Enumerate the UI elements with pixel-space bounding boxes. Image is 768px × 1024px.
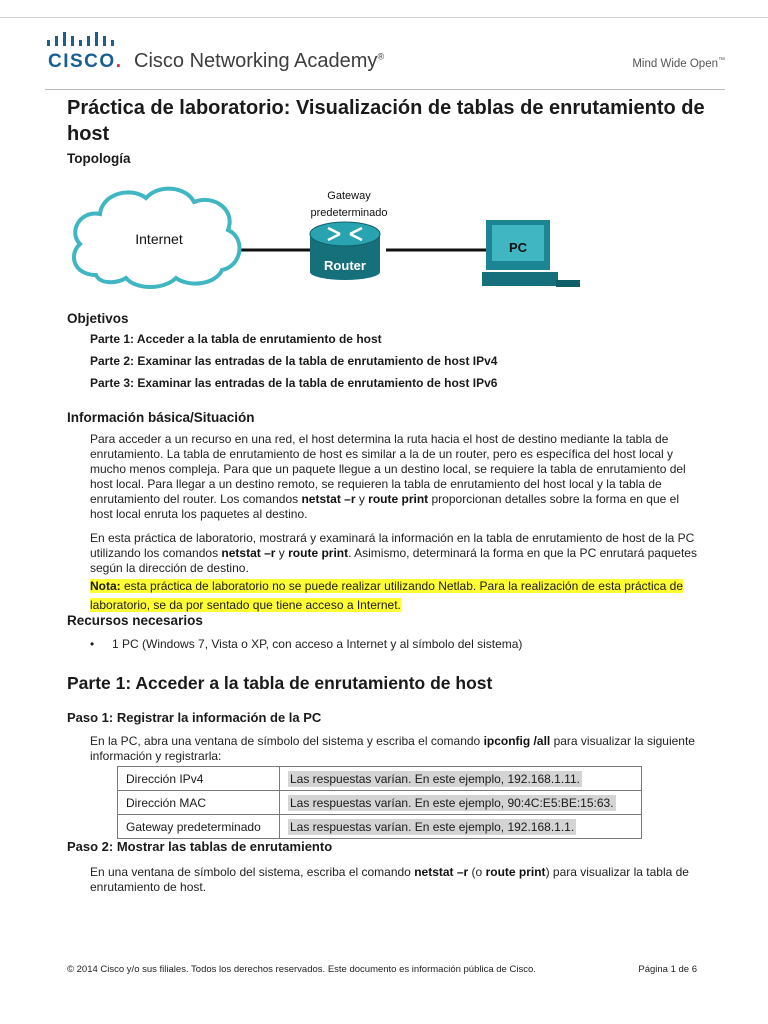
table-row	[118, 791, 642, 815]
objective-part-3: Parte 3: Examinar las entradas de la tabla de enrutamiento de host IPv6	[90, 376, 498, 390]
pc-icon	[482, 220, 580, 287]
background-paragraph-2: En esta práctica de laboratorio, mostrará y examinará la información en la tabla de enrutamiento de host de la PC utilizando los comandos netstat –r y route print. Asimismo, determinará la forma en que la PC enrutará paquetes según la dirección de destino.	[90, 531, 697, 575]
step1-heading: Paso 1: Registrar la información de la PC	[67, 710, 322, 725]
netlab-note: Nota: esta práctica de laboratorio no se puede realizar utilizando Netlab. Para la realización de esta práctica de laboratorio, se da por sentado que tiene acceso a Internet.	[90, 579, 684, 612]
table-cell-label: Gateway predeterminado	[118, 815, 280, 839]
table-row	[118, 767, 642, 791]
step1-paragraph: En la PC, abra una ventana de símbolo del sistema y escriba el comando ipconfig /all para visualizar la siguiente información y registrarla:	[90, 734, 695, 763]
table-cell-label: Dirección IPv4	[118, 767, 280, 791]
cisco-wordmark: CISCO.	[48, 51, 123, 72]
pc-label: PC	[508, 240, 528, 255]
page-number: Página 1 de 6	[638, 964, 697, 975]
step2-heading: Paso 2: Mostrar las tablas de enrutamiento	[67, 839, 333, 854]
copyright-text: © 2014 Cisco y/o sus filiales. Todos los derechos reservados. Este documento es información pública de Cisco.	[67, 964, 536, 975]
academy-title: Cisco Networking Academy®	[134, 50, 385, 72]
background-paragraph-1: Para acceder a un recurso en una red, el host determina la ruta hacia el host de destino mediante la tabla de enrutamiento. La tabla de enrutamiento de host es similar a la de un router, pero es específica del host local y mucho menos compleja. Para que un paquete llegue a un destino local, se requiere la tabla de enrutamiento del host local. Para llegar a un destino remoto, se requieren la tabla de enrutamiento del host local y la tabla de enrutamiento del router. Los comandos netstat –r y route print proporcionan detalles sobre la forma en que el host local enruta los paquetes al destino.	[90, 432, 686, 521]
topology-heading: Topología	[67, 151, 131, 166]
background-heading: Información básica/Situación	[67, 410, 255, 425]
cisco-bridge-logo-icon	[45, 30, 115, 50]
router-label: Router	[324, 258, 366, 273]
list-item: • 1 PC (Windows 7, Vista o XP, con acceso a Internet y al símbolo del sistema)	[90, 637, 523, 651]
pc-info-table	[117, 766, 642, 839]
page-header	[45, 28, 725, 88]
page-footer	[67, 964, 697, 975]
part1-heading: Parte 1: Acceder a la tabla de enrutamiento de host	[67, 673, 493, 693]
topology-diagram	[66, 180, 586, 302]
header-rule	[45, 89, 725, 90]
table-cell-value: Las respuestas varían. En este ejemplo, 90:4C:E5:BE:15:63.	[280, 791, 642, 815]
objectives-heading: Objetivos	[67, 311, 129, 326]
gateway-label-line2: predeterminado	[310, 207, 388, 219]
table-cell-label: Dirección MAC	[118, 791, 280, 815]
gateway-label-line1: Gateway	[327, 190, 371, 202]
objective-part-1: Parte 1: Acceder a la tabla de enrutamiento de host	[90, 332, 382, 346]
top-rule	[0, 17, 768, 18]
tagline: Mind Wide Open™	[632, 57, 725, 70]
document-title: Práctica de laboratorio: Visualización de tablas de enrutamiento de host	[67, 97, 705, 145]
table-cell-value: Las respuestas varían. En este ejemplo, 192.168.1.11.	[280, 767, 642, 791]
resources-heading: Recursos necesarios	[67, 613, 203, 628]
objective-part-2: Parte 2: Examinar las entradas de la tabla de enrutamiento de host IPv4	[90, 354, 498, 368]
table-cell-value: Las respuestas varían. En este ejemplo, 192.168.1.1.	[280, 815, 642, 839]
cloud-label: Internet	[135, 231, 183, 247]
table-row	[118, 815, 642, 839]
step2-paragraph: En una ventana de símbolo del sistema, escriba el comando netstat –r (o route print) para visualizar la tabla de enrutamiento de host.	[90, 865, 689, 894]
